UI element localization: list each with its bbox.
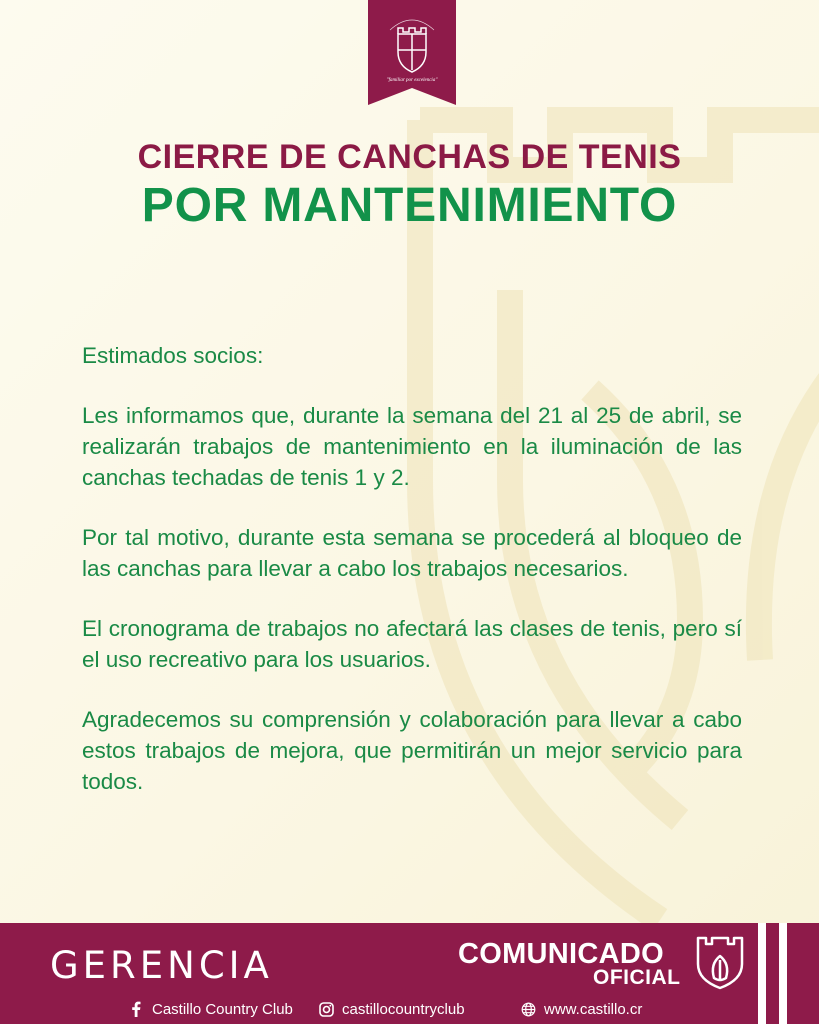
oficial-label: OFICIAL <box>593 966 681 989</box>
footer-stripe <box>779 923 787 1024</box>
logo-motto: "familiar por excelencia" <box>386 78 438 83</box>
comunicado-label: COMUNICADO <box>458 938 664 970</box>
paragraph-2: Por tal motivo, durante esta semana se procederá al bloqueo de las canchas para llevar a cabo los trabajos necesarios. <box>82 525 742 581</box>
footer-stripe <box>758 923 766 1024</box>
instagram-label: castillocountryclub <box>342 1000 465 1018</box>
website-label: www.castillo.cr <box>544 1000 643 1018</box>
announcement-body <box>82 340 742 826</box>
greeting: Estimados socios: <box>82 343 264 368</box>
facebook-label: Castillo Country Club <box>152 1000 293 1018</box>
facebook-icon <box>128 1001 144 1017</box>
globe-icon <box>520 1001 536 1017</box>
paragraph-3: El cronograma de trabajos no afectará las clases de tenis, pero sí el uso recreativo para los usuarios. <box>82 616 742 672</box>
facebook-link[interactable] <box>128 999 293 1019</box>
castle-shield-icon <box>694 934 746 990</box>
title-line-2: POR MANTENIMIENTO <box>141 179 678 232</box>
website-link[interactable] <box>520 999 642 1019</box>
gerencia-label: GERENCIA <box>50 944 273 987</box>
paragraph-4: Agradecemos su comprensión y colaboración para llevar a cabo estos trabajos de mejora, que permitirán un mejor servicio para todos. <box>82 707 742 794</box>
paragraph-1: Les informamos que, durante la semana del 21 al 25 de abril, se realizarán trabajos de mantenimiento en la iluminación de las canchas techadas de tenis 1 y 2. <box>82 403 742 490</box>
instagram-icon <box>318 1001 334 1017</box>
instagram-link[interactable] <box>318 999 465 1019</box>
title-line-1: CIERRE DE CANCHAS DE TENIS <box>137 138 682 176</box>
club-logo <box>368 0 456 105</box>
